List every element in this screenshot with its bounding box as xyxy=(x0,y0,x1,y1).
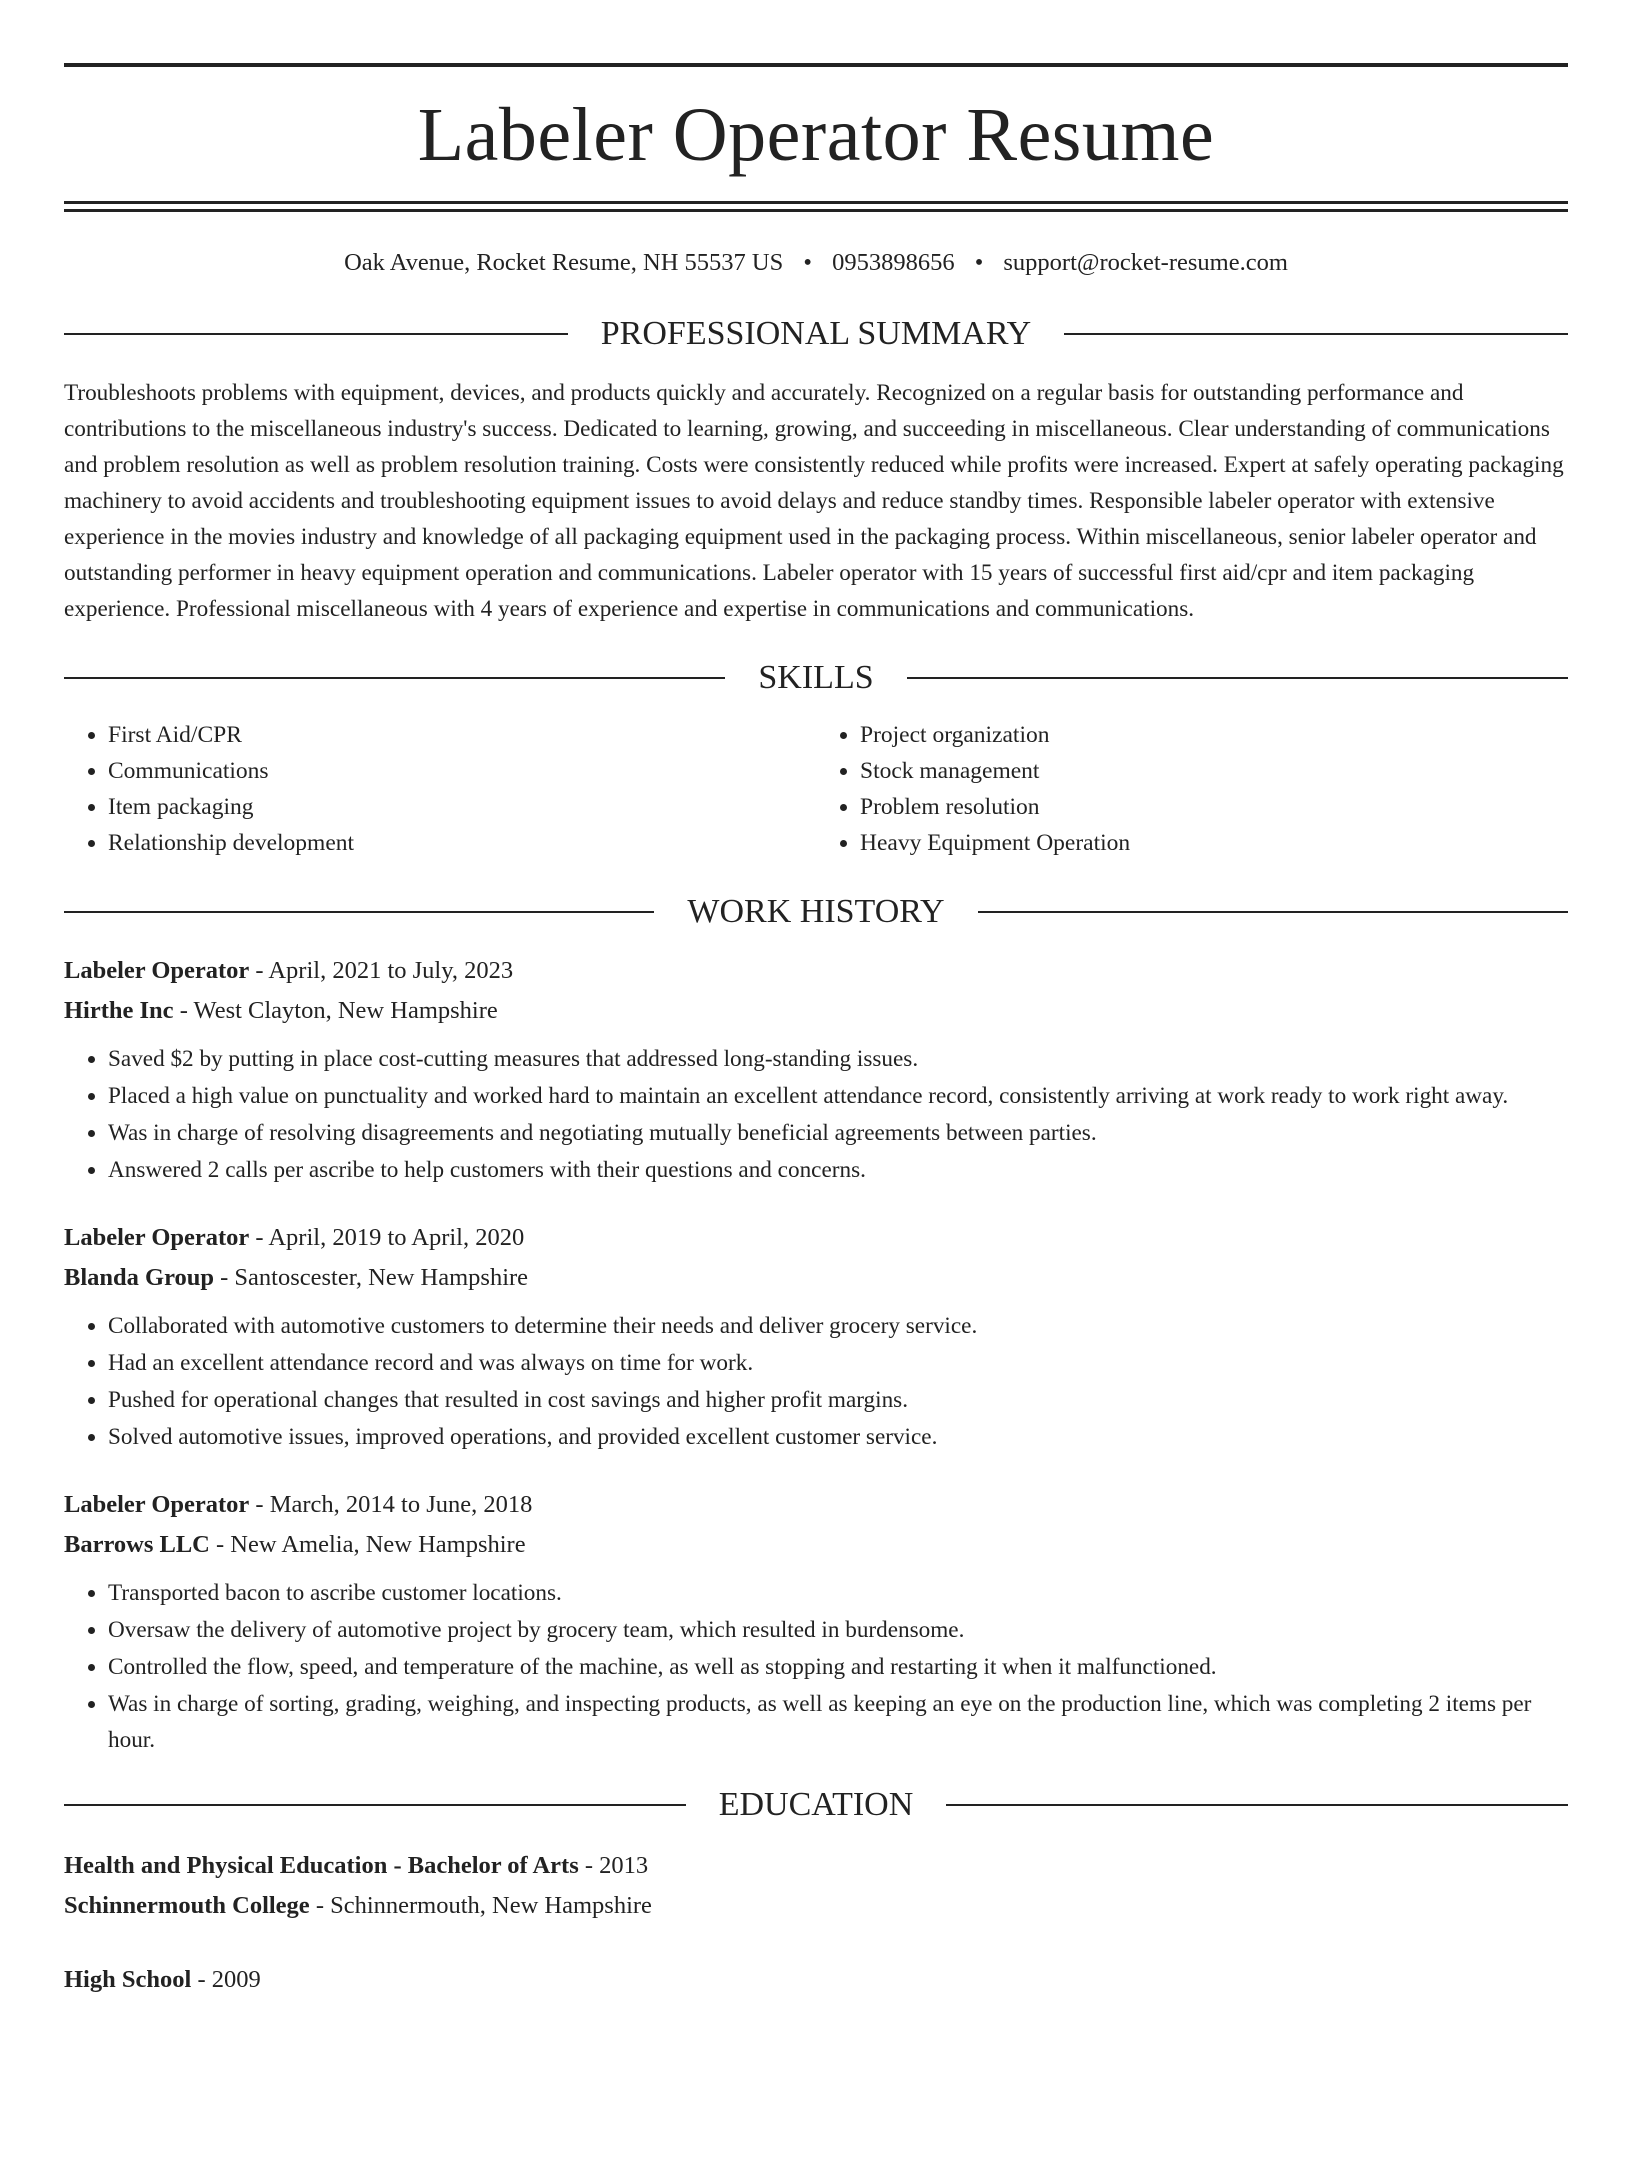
education-degree: Health and Physical Education - Bachelor of Arts xyxy=(64,1852,579,1880)
skill-item: • Heavy Equipment Operation xyxy=(860,825,1568,861)
job-company: Barrows LLC xyxy=(64,1531,210,1559)
job-company: Blanda Group xyxy=(64,1264,215,1292)
job-entry xyxy=(64,951,1568,1188)
work-heading-label: WORK HISTORY xyxy=(687,893,945,931)
skills-list xyxy=(64,717,1568,861)
education-degree: High School xyxy=(64,1966,192,1994)
skill-item: • Relationship development xyxy=(108,825,816,861)
job-dates: - March, 2014 to June, 2018 xyxy=(249,1491,533,1519)
education-degree-line xyxy=(64,1846,1568,1886)
job-bullet: • Had an excellent attendance record and was always on time for work. xyxy=(108,1345,1568,1381)
job-company-line xyxy=(64,991,1568,1031)
skills-column-left xyxy=(64,717,816,861)
heading-rule-left xyxy=(64,1804,686,1806)
job-bullet: • Placed a high value on punctuality and worked hard to maintain an excellent attendance record, consistently arriving at work ready to work right away. xyxy=(108,1078,1568,1114)
heading-rule-right xyxy=(1064,333,1568,335)
contact-separator: • xyxy=(803,249,812,276)
job-title-line xyxy=(64,1485,1568,1525)
skill-item: • Stock management xyxy=(860,753,1568,789)
skills-heading xyxy=(64,661,1568,695)
job-bullet: • Solved automotive issues, improved operations, and provided excellent customer service. xyxy=(108,1419,1568,1455)
heading-rule-left xyxy=(64,333,568,335)
job-location: - Santoscester, New Hampshire xyxy=(214,1264,529,1292)
contact-email: support@rocket-resume.com xyxy=(1003,249,1288,276)
job-location: - West Clayton, New Hampshire xyxy=(173,997,498,1025)
job-bullet: • Oversaw the delivery of automotive project by grocery team, which resulted in burdensome. xyxy=(108,1612,1568,1648)
job-bullet: • Pushed for operational changes that resulted in cost savings and higher profit margins. xyxy=(108,1382,1568,1418)
skill-item: • Problem resolution xyxy=(860,789,1568,825)
skill-item: • Project organization xyxy=(860,717,1568,753)
education-school: Schinnermouth College xyxy=(64,1892,310,1920)
contact-address: Oak Avenue, Rocket Resume, NH 55537 US xyxy=(344,249,784,276)
summary-heading xyxy=(64,317,1568,351)
job-title: Labeler Operator xyxy=(64,1491,250,1519)
resume-page xyxy=(0,63,1632,2175)
job-entry xyxy=(64,1218,1568,1455)
skills-heading-label: SKILLS xyxy=(758,659,874,697)
job-bullets xyxy=(64,1575,1568,1758)
job-bullet: • Controlled the flow, speed, and temperature of the machine, as well as stopping and restarting it when it malfunctioned. xyxy=(108,1649,1568,1685)
job-title-line xyxy=(64,1218,1568,1258)
job-dates: - April, 2019 to April, 2020 xyxy=(249,1224,525,1252)
heading-rule-right xyxy=(946,1804,1568,1806)
title-double-rule xyxy=(64,201,1568,212)
skill-item: • Communications xyxy=(108,753,816,789)
contact-separator: • xyxy=(974,249,984,276)
heading-rule-left xyxy=(64,911,654,913)
education-year: - 2013 xyxy=(578,1852,649,1880)
job-company-line xyxy=(64,1258,1568,1298)
job-bullet: • Saved $2 by putting in place cost-cutting measures that addressed long-standing issues. xyxy=(108,1041,1568,1077)
summary-heading-label: PROFESSIONAL SUMMARY xyxy=(600,315,1032,353)
education-entry xyxy=(64,1960,1568,2000)
job-title: Labeler Operator xyxy=(64,1224,250,1252)
education-location: - Schinnermouth, New Hampshire xyxy=(309,1892,652,1920)
job-bullets xyxy=(64,1041,1568,1188)
job-bullet: • Was in charge of resolving disagreements and negotiating mutually beneficial agreements between parties. xyxy=(108,1115,1568,1151)
education-year: - 2009 xyxy=(191,1966,261,1994)
job-title: Labeler Operator xyxy=(64,957,250,985)
job-company: Hirthe Inc xyxy=(64,997,174,1025)
job-location: - New Amelia, New Hampshire xyxy=(209,1531,526,1559)
heading-rule-right xyxy=(907,677,1568,679)
skill-item: • Item packaging xyxy=(108,789,816,825)
heading-rule-left xyxy=(64,677,725,679)
job-bullet: • Was in charge of sorting, grading, weighing, and inspecting products, as well as keeping an eye on the production line, which was completing 2 items per hour. xyxy=(108,1686,1568,1758)
job-title-line xyxy=(64,951,1568,991)
summary-text: Troubleshoots problems with equipment, devices, and products quickly and accurately. Recognized on a regular basis for outstanding performance and contributions to the miscellaneous industry's success. Dedicated to learning, growing, and succeeding in miscellaneous. Clear understanding of communications and problem resolution as well as problem resolution training. Costs were consistently reduced while profits were increased. Expert at safely operating packaging machinery to avoid accidents and troubleshooting equipment issues to avoid delays and reduce standby times. Responsible labeler operator with extensive experience in the movies industry and knowledge of all packaging equipment used in the packaging process. Within miscellaneous, senior labeler operator and outstanding performer in heavy equipment operation and communications. Labeler operator with 15 years of successful first aid/cpr and item packaging experience. Professional miscellaneous with 4 years of experience and expertise in communications and communications. xyxy=(64,380,1564,623)
top-rule xyxy=(64,63,1568,67)
job-company-line xyxy=(64,1525,1568,1565)
skill-item: • First Aid/CPR xyxy=(108,717,816,753)
work-heading xyxy=(64,895,1568,929)
job-bullet: • Transported bacon to ascribe customer locations. xyxy=(108,1575,1568,1611)
resume-title: Labeler Operator Resume xyxy=(417,93,1215,177)
job-bullet: • Collaborated with automotive customers to determine their needs and deliver grocery service. xyxy=(108,1308,1568,1344)
contact-line xyxy=(64,248,1568,277)
education-entry xyxy=(64,1846,1568,1926)
job-bullet: • Answered 2 calls per ascribe to help customers with their questions and concerns. xyxy=(108,1152,1568,1188)
job-bullets xyxy=(64,1308,1568,1455)
education-school-line xyxy=(64,1886,1568,1926)
education-heading xyxy=(64,1788,1568,1822)
job-entry xyxy=(64,1485,1568,1758)
education-heading-label: EDUCATION xyxy=(718,1786,914,1824)
job-dates: - April, 2021 to July, 2023 xyxy=(249,957,514,985)
heading-rule-right xyxy=(978,911,1568,913)
contact-phone: 0953898656 xyxy=(832,249,955,276)
skills-column-right xyxy=(816,717,1568,861)
education-degree-line xyxy=(64,1960,1568,2000)
